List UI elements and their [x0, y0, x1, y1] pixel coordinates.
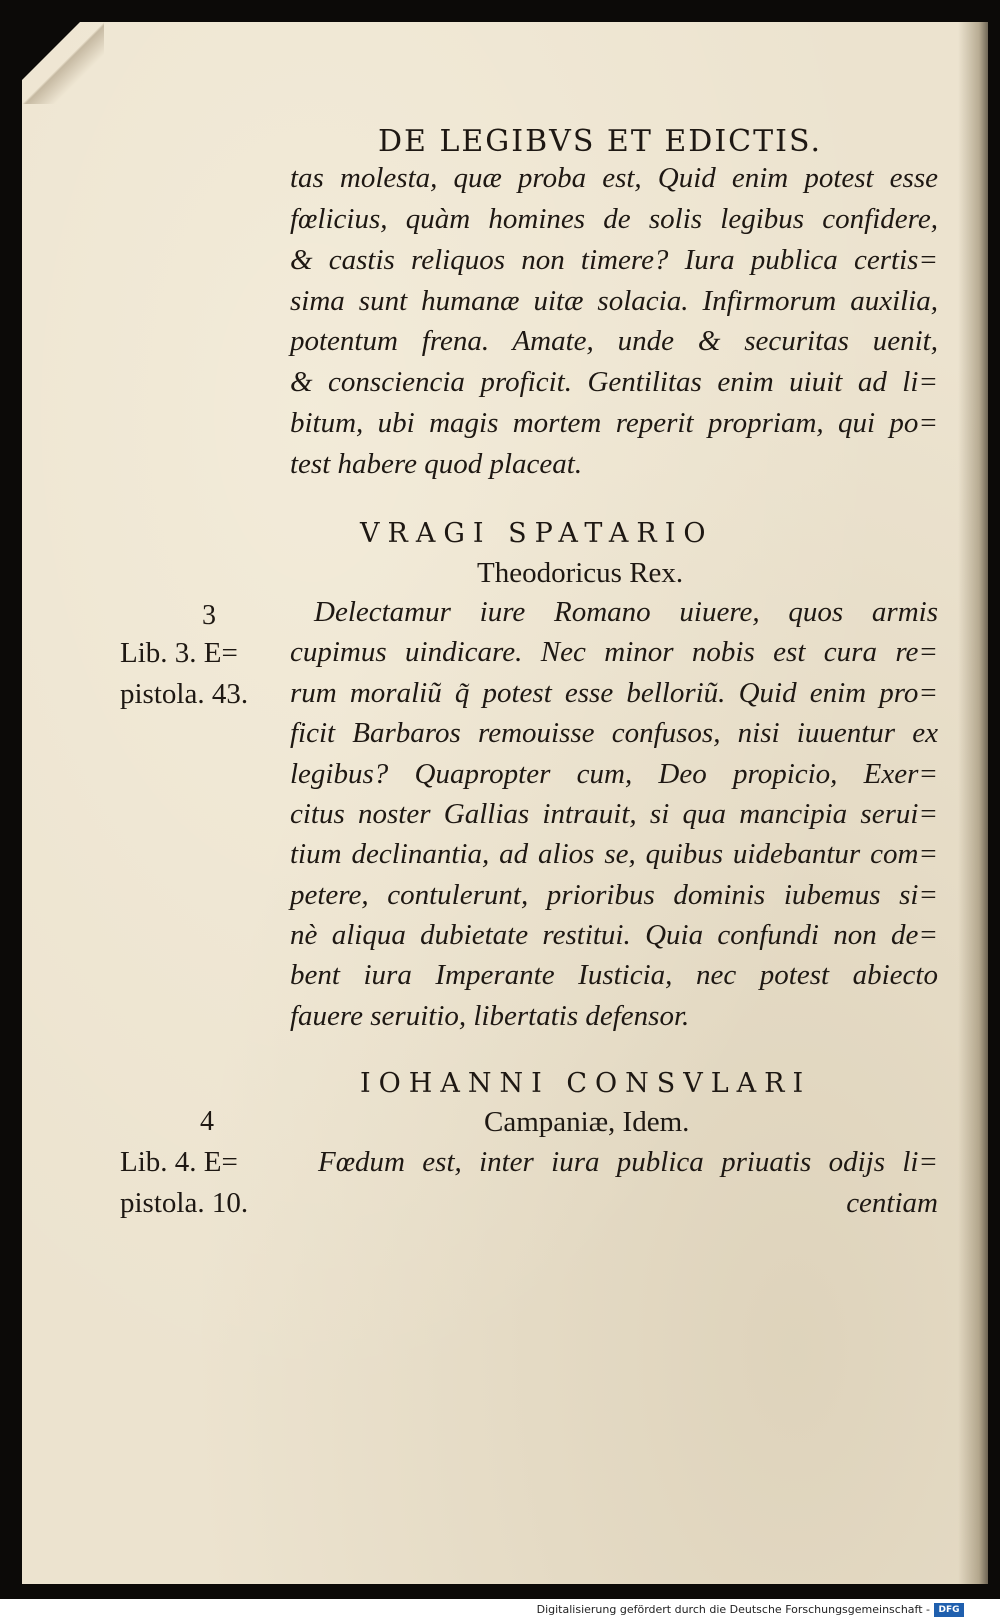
page-edge-shadow [958, 22, 988, 1584]
passage1-line-7: bitum, ubi magis mortem reperit propriam, qui po= [290, 407, 938, 439]
section2-line-8: petere, contulerunt, prioribus dominis iubemus si= [290, 879, 938, 911]
dfg-logo-icon: DFG [934, 1603, 964, 1617]
passage1-line-3: & castis reliquos non timere? Iura publica certis= [290, 244, 938, 276]
section3-margin-note-line-1: Lib. 4. E= [120, 1146, 238, 1178]
section2-line-3: rum moraliũ q̃ potest esse belloriũ. Quid enim pro= [290, 677, 938, 709]
section3-line-2: centiam [846, 1187, 938, 1219]
passage1-line-6: & consciencia proficit. Gentilitas enim uiuit ad li= [290, 366, 938, 398]
section3-line-1: Fœdum est, inter iura publica priuatis odijs li= [318, 1146, 938, 1178]
section2-margin-number: 3 [202, 600, 216, 631]
section2-line-5: legibus? Quapropter cum, Deo propicio, Exer= [290, 758, 938, 790]
section3-subtitle: Campaniæ, Idem. [484, 1106, 690, 1138]
section2-margin-note-line-2: pistola. 43. [120, 678, 249, 710]
passage1-line-8: test habere quod placeat. [290, 448, 583, 480]
book-page [22, 22, 988, 1584]
section2-line-10: bent iura Imperante Iusticia, nec potest abiecto [290, 959, 938, 991]
section2-line-11: fauere seruitio, libertatis defensor. [290, 1000, 690, 1032]
section3-title: IOHANNI CONSVLARI [360, 1068, 812, 1099]
section2-margin-note-line-1: Lib. 3. E= [120, 637, 238, 669]
running-header: DE LEGIBVS ET EDICTIS. [378, 124, 823, 159]
section2-line-7: tium declinantia, ad alios se, quibus uidebantur com= [290, 838, 938, 870]
section3-margin-number: 4 [200, 1106, 214, 1137]
passage1-line-5: potentum frena. Amate, unde & securitas uenit, [290, 325, 938, 357]
passage1-line-1: tas molesta, quæ proba est, Quid enim potest esse [290, 162, 938, 194]
section2-line-6: citus noster Gallias intrauit, si qua mancipia serui= [290, 798, 938, 830]
passage1-line-2: fœlicius, quàm homines de solis legibus confidere, [290, 203, 938, 235]
folded-corner [22, 22, 80, 80]
section2-subtitle: Theodoricus Rex. [477, 557, 684, 589]
section3-margin-note-line-2: pistola. 10. [120, 1187, 249, 1219]
section2-line-1: Delectamur iure Romano uiuere, quos armis [314, 596, 938, 628]
section2-line-4: ficit Barbaros remouisse confusos, nisi iuuentur ex [290, 717, 938, 749]
section2-line-9: nè aliqua dubietate restitui. Quia confundi non de= [290, 919, 938, 951]
footer-credit: Digitalisierung gefördert durch die Deutsche Forschungsgemeinschaft - [536, 1603, 930, 1616]
digitization-footer [0, 1599, 1000, 1622]
passage1-line-4: sima sunt humanæ uitæ solacia. Infirmorum auxilia, [290, 285, 938, 317]
section2-title: VRAGI SPATARIO [360, 518, 714, 549]
section2-line-2: cupimus uindicare. Nec minor nobis est cura re= [290, 636, 938, 668]
